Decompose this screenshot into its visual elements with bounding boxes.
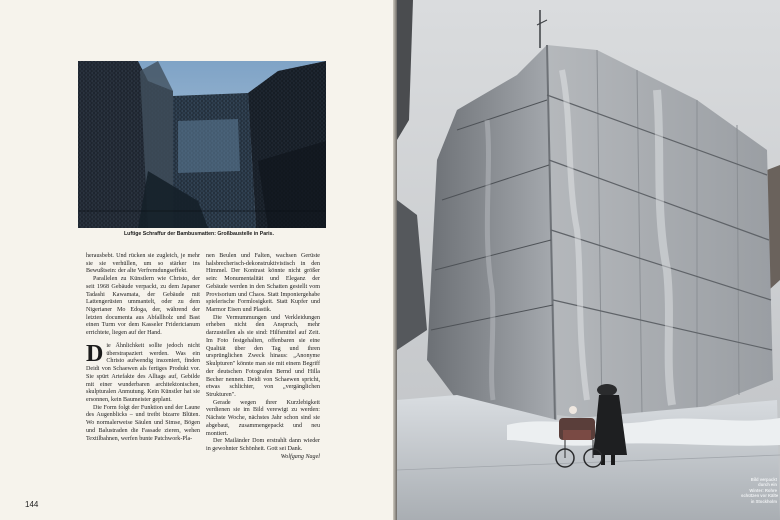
dropcap-letter: D <box>86 340 104 367</box>
right-page <box>397 0 780 520</box>
dropcap-paragraph-text: ie Ähnlichkeit sollte jedoch nicht überstrapaziert werden. Was ein Christo aufwendig inszeniert, finden Deidi von Schaewen als fertiges Produkt vor. Sie spürt Artefakte des Alltags auf, Gebilde mit einer wunderbaren architektonischen, skulpturalen Anmutung. Kein Künstler hat sie ersonnen, kein Baumeister geplant. <box>86 342 200 403</box>
article-paragraph: Die Vermummungen und Verkleidungen erheben nicht den Anspruch, mehr darzustellen als sie sind: Hilfsmittel auf Zeit. Im Foto festgehalten, offenbaren sie eine Qualität über den Tag und ihren ursprünglichen Zweck hinaus: „Anonyme Skulpturen" könnte man sie mit einem Begriff der deutschen Fotografen Bernd und Hilla Becher nennen. Deidi von Schaewen spricht, etwas schlichter, von „vergänglichen Strukturen". <box>206 314 320 398</box>
article-column-1 <box>86 253 200 443</box>
article-paragraph: Gerade wegen ihrer Kurzlebigkeit verdienen sie im Bild verewigt zu werden: Nächste Woche, nächstes Jahr schon sind sie abgebaut, zusammengepackt und neu montiert. <box>206 399 320 437</box>
article-column-2 <box>206 253 320 461</box>
scaffold-photo-paris <box>78 61 326 228</box>
right-photo-caption-line: schützen vor Kälte <box>741 493 779 499</box>
scaffold-photo-paris-image <box>78 61 326 228</box>
article-paragraph: Parallelen zu Künstlern wie Christo, der seit 1968 Gebäude verpackt, zu dem Japaner Tadashi Kawamata, der Gebäude mit Lattengerüsten ummantelt, oder zu dem Nigerianer Mo Edoga, der, während der letzten documenta aus Abfallholz und Bast einen Turm vor dem Kasseler Fridericianum errichtete, liegen auf der Hand. <box>86 276 200 337</box>
page-number: 144 <box>25 500 39 509</box>
article-paragraph: Der Mailänder Dom erstrahlt dann wieder in gewohnter Schönheit. Gott sei Dank. <box>206 438 320 452</box>
right-photo-caption-line: Bild verpackt <box>750 477 777 482</box>
right-photo-caption-line: Winter: Rohre <box>749 487 777 493</box>
article-paragraph: nen Beulen und Falten, wachsen Gerüste halsbrecherisch-dekonstruktivistisch in den Himmel. Der Kontrast könnte nicht größer sein: Monumentalität und Eleganz der Gebäude werden in den Schatten gestellt vom Provisorium und Chaos. Statt Imponiergehabe spielerische Formlosigkeit. Statt Kupfer und Marmor Eisen und Plastik. <box>206 253 320 314</box>
top-photo-caption: Luftige Schraffur der Bambusmatten: Großbaustelle in Paris. <box>124 231 274 237</box>
article-paragraph: herausbebt. Und rücken sie zugleich, je mehr sie sie verhüllen, um so stärker ins Bewußtsein: der alte Verfremdungseffekt. <box>86 253 200 275</box>
author-signature: Wolfgang Nagel <box>280 453 320 460</box>
right-photo-caption-line: in Stockholm <box>750 498 777 504</box>
article-paragraph: Die Form folgt der Funktion und der Laune des Augenblicks – und treibt bizarre Blüten. Wo normalerweise Säulen und Simse, Bögen und Balustraden die Fassade zieren, wehen Textilbahnen, werfen bunte Patchwork-Pla- <box>86 404 200 442</box>
right-photo-caption <box>741 477 777 504</box>
article-paragraph-dropcap <box>86 340 200 405</box>
wrapped-building-photo <box>397 0 780 520</box>
right-photo-caption-line: durch ein <box>758 482 777 488</box>
